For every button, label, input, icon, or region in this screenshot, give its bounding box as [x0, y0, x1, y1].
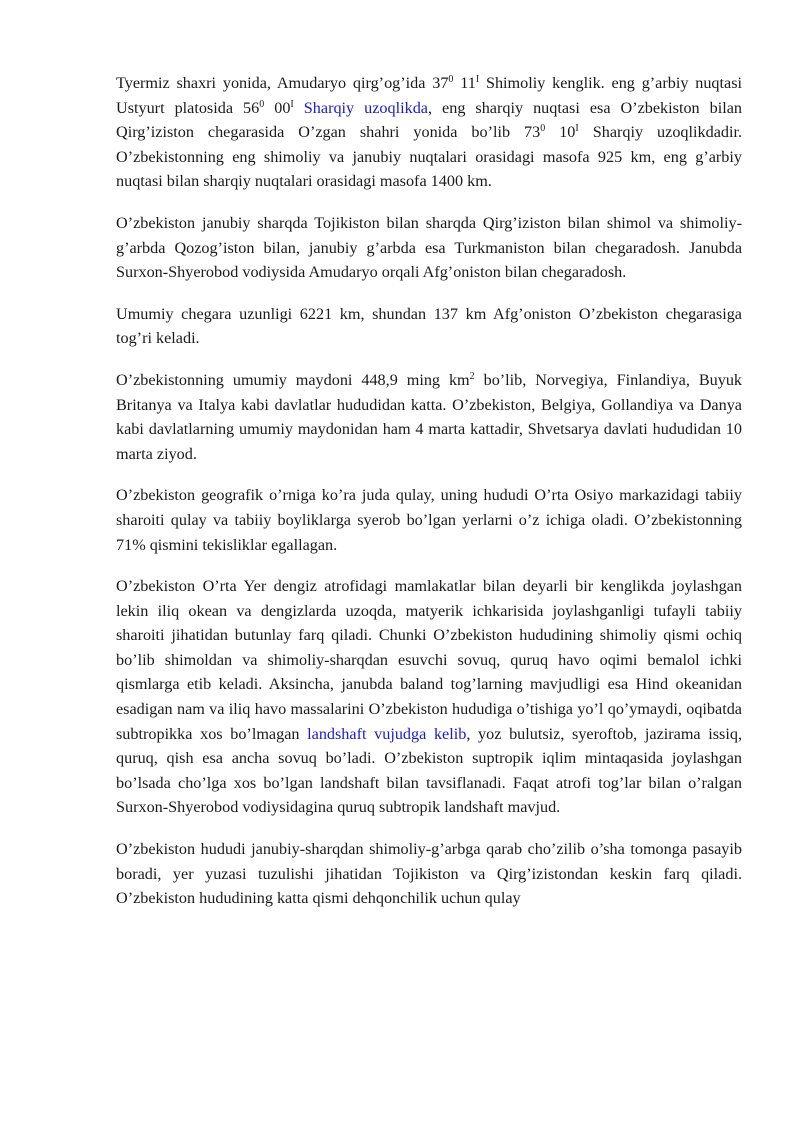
text-segment: Sharqiy uzoqlikdadir. O’zbekistonning eng shimoliy va janubiy nuqtalari orasidagi masofa 925 km, eng g’arbiy nuqtasi bilan sharqiy nuqtalari orasidagi masofa 1400 km.: [116, 123, 743, 191]
text-segment: O’zbekiston janubiy sharqda Tojikiston bilan sharqda Qirg’iziston bilan shimol va shimoliy-g’arbda Qozog’iston bilan, janubiy g’arbda esa Turkmaniston bilan chegaradosh. Janubda Surxon-Shyerobod vodiysida Amudaryo orqali Afg’oniston bilan chegaradosh.: [116, 213, 742, 282]
text-segment: 00: [264, 98, 291, 117]
text-segment: 11: [453, 74, 476, 92]
paragraph-4: [116, 368, 742, 466]
hyperlink[interactable]: landshaft vujudga kelib: [307, 724, 467, 743]
text-segment: , yoz bulutsiz, syeroftob, jazirama issiq, quruq, qish esa ancha sovuq bo’ladi. O’zbekiston suptropik iqlim mintaqasida joylashgan bo’lsada cho’lga xos bo’lgan landshaft bilan tavsiflanadi. Faqat atrofi tog’lar bilan o’ralgan Surxon-Shyerobod vodiysidagina quruq subtropik landshaft mavjud.: [116, 724, 742, 817]
paragraph-3: [116, 302, 742, 351]
text-segment: O’zbekistonning umumiy maydoni 448,9 ming km: [116, 370, 470, 389]
superscript: I: [575, 123, 579, 135]
hyperlink[interactable]: Sharqiy uzoqlikda: [303, 98, 428, 117]
superscript: I: [290, 98, 294, 110]
text-segment: O’zbekiston hududi janubiy-sharqdan shimoliy-g’arbga qarab cho’zilib o’sha tomonga pasayib boradi, yer yuzasi tuzulishi jihatidan Tojikiston va Qirg’izistondan keskin farq qiladi. O’zbekiston hududining katta qismi dehqonchilik uchun qulay: [116, 840, 742, 908]
paragraph-2: [116, 211, 742, 285]
superscript: 0: [448, 74, 454, 85]
text-segment: 10: [545, 123, 576, 142]
text-segment: O’zbekiston O’rta Yer dengiz atrofidagi mamlakatlar bilan deyarli bir kenglikda joylashgan lekin iliq okean va dengizlarda uzoqda, matyerik ichkarisida joylashganligi tufayli tabiiy sharoiti jihatidan butunlay farq qiladi. Chunki O’zbekiston hududining shimoliy qismi ochiq bo’lib shimoldan va shimoliy-sharqdan esuvchi sovuq, quruq havo oqimi bemalol ichki qismlarga etib keladi. Aksincha, janubda baland tog’larning mavjudligi esa Hind okeanidan esadigan nam va iliq havo massalarini O’zbekiston hududiga o’tishiga yo’l qo’ymaydi, oqibatda subtropikka xos bo’lmagan: [116, 577, 742, 743]
superscript: 0: [540, 123, 546, 135]
paragraph-7: [116, 837, 742, 911]
superscript: I: [475, 74, 480, 85]
paragraph-1: [116, 71, 742, 194]
text-segment: Umumiy chegara uzunligi 6221 km, shundan 137 km Afg’oniston O’zbekiston chegarasiga tog’ri keladi.: [116, 304, 742, 348]
text-segment: Tyermiz shaxri yonida, Amudaryo qirg’og’ida 37: [116, 74, 449, 92]
text-segment: bo’lib, Norvegiya, Finlandiya, Buyuk Britanya va Italya kabi davlatlar hududidan katta. O’zbekiston, Belgiya, Gollandiya va Danya kabi davlatlarning umumiy maydonidan ham 4 marta kattadir, Shvetsarya davlati hududidan 10 marta ziyod.: [116, 370, 743, 463]
text-segment: [294, 99, 304, 117]
superscript: 2: [469, 370, 475, 382]
text-segment: , eng sharqiy nuqtasi esa O’zbekiston bilan Qirg’iziston chegarasida O’zgan shahri yonida bo’lib 73: [116, 98, 743, 142]
superscript: 0: [259, 98, 265, 110]
text-segment: Shimoliy kenglik. eng g’arbiy nuqtasi Ustyurt platosida 56: [116, 74, 742, 117]
paragraph-6: [116, 574, 742, 820]
text-segment: O’zbekiston geografik o’rniga ko’ra juda qulay, uning hududi O’rta Osiyo markazidagi tabiiy sharoiti qulay va tabiiy boyliklarga syerob bo’lgan yerlarni o’z ichiga oladi. O’zbekistonning 71% qismini tekisliklar egallagan.: [116, 486, 742, 554]
paragraph-5: [116, 483, 742, 557]
document-page: [116, 71, 742, 928]
